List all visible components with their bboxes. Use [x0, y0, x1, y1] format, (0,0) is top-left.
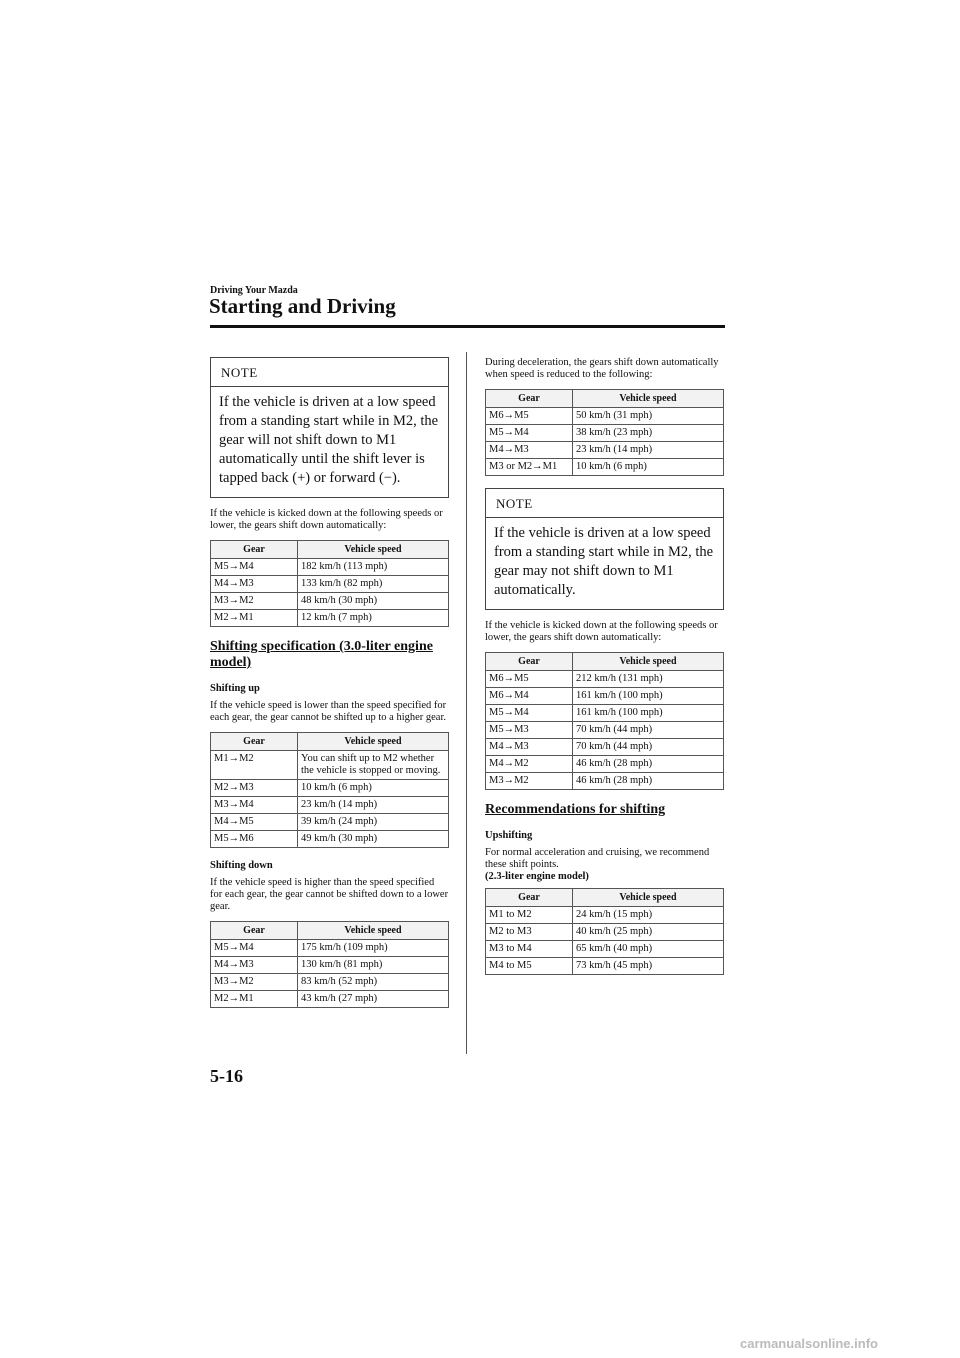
speed-cell: 49 km/h (30 mph)	[298, 831, 449, 848]
table-row	[211, 974, 449, 991]
left-column	[210, 357, 449, 1020]
header-gear: Gear	[486, 653, 573, 671]
gear-cell: M2→M1	[211, 991, 298, 1008]
shift-up-text: If the vehicle speed is lower than the speed specified for each gear, the gear cannot be shifted up to a higher gear.	[210, 700, 447, 723]
table-row	[211, 797, 449, 814]
gear-cell: M5→M4	[211, 559, 298, 576]
watermark: carmanualsonline.info	[740, 1336, 878, 1351]
table-header-row	[486, 653, 724, 671]
table-row	[486, 442, 724, 459]
table-header-row	[211, 541, 449, 559]
gear-cell: M1 to M2	[486, 907, 573, 924]
header-vehicle-speed: Vehicle speed	[298, 541, 449, 559]
speed-cell: 130 km/h (81 mph)	[298, 957, 449, 974]
gear-cell: M5→M4	[211, 940, 298, 957]
table-row	[211, 814, 449, 831]
speed-cell: 46 km/h (28 mph)	[573, 773, 724, 790]
table-row	[211, 559, 449, 576]
speed-cell: 175 km/h (109 mph)	[298, 940, 449, 957]
kickdown-table	[210, 540, 449, 627]
note-box	[210, 357, 449, 498]
speed-cell: 212 km/h (131 mph)	[573, 671, 724, 688]
header-vehicle-speed: Vehicle speed	[298, 922, 449, 940]
gear-cell: M4→M3	[211, 576, 298, 593]
speed-cell: 65 km/h (40 mph)	[573, 941, 724, 958]
gear-cell: M1→M2	[211, 751, 298, 780]
gear-cell: M2 to M3	[486, 924, 573, 941]
gear-cell: M4→M3	[486, 442, 573, 459]
engine-label: (2.3-liter engine model)	[485, 871, 589, 882]
kickdown-intro: If the vehicle is kicked down at the following speeds or lower, the gears shift down automatically:	[485, 620, 718, 643]
gear-cell: M6→M5	[486, 408, 573, 425]
page-title: Starting and Driving	[209, 294, 396, 318]
header-rule	[210, 325, 725, 328]
header-vehicle-speed: Vehicle speed	[298, 733, 449, 751]
table-row	[211, 780, 449, 797]
speed-cell: 70 km/h (44 mph)	[573, 722, 724, 739]
recommend-table	[485, 888, 724, 975]
header-gear: Gear	[486, 889, 573, 907]
note-label: NOTE	[486, 489, 723, 518]
table-header-row	[486, 889, 724, 907]
speed-cell: 48 km/h (30 mph)	[298, 593, 449, 610]
table-row	[486, 756, 724, 773]
gear-cell: M5→M4	[486, 705, 573, 722]
table-row	[211, 576, 449, 593]
gear-cell: M3 or M2→M1	[486, 459, 573, 476]
gear-cell: M3→M4	[211, 797, 298, 814]
gear-cell: M6→M5	[486, 671, 573, 688]
table-row	[486, 739, 724, 756]
table-row	[486, 671, 724, 688]
speed-cell: You can shift up to M2 whether the vehicle is stopped or moving.	[298, 751, 449, 780]
gear-cell: M4→M3	[211, 957, 298, 974]
note-label: NOTE	[211, 358, 448, 387]
speed-cell: 10 km/h (6 mph)	[298, 780, 449, 797]
kickdown-table	[485, 652, 724, 790]
speed-cell: 83 km/h (52 mph)	[298, 974, 449, 991]
gear-cell: M4→M2	[486, 756, 573, 773]
note-text: If the vehicle is driven at a low speed from a standing start while in M2, the gear will not shift down to M1 automatically until the shift lever is tapped back (+) or forward (−).	[219, 394, 439, 486]
header-vehicle-speed: Vehicle speed	[573, 390, 724, 408]
table-row	[211, 991, 449, 1008]
table-row	[486, 958, 724, 975]
upshift-title: Upshifting	[485, 830, 533, 841]
header-gear: Gear	[211, 922, 298, 940]
table-row	[486, 941, 724, 958]
deceleration-table	[485, 389, 724, 476]
table-row	[211, 610, 449, 627]
gear-cell: M3→M2	[486, 773, 573, 790]
table-row	[486, 688, 724, 705]
note-text: If the vehicle is driven at a low speed from a standing start while in M2, the gear may not shift down to M1 automatically.	[494, 525, 714, 598]
speed-cell: 133 km/h (82 mph)	[298, 576, 449, 593]
speed-cell: 182 km/h (113 mph)	[298, 559, 449, 576]
gear-cell: M5→M6	[211, 831, 298, 848]
gear-cell: M4→M5	[211, 814, 298, 831]
table-row	[211, 751, 449, 780]
speed-cell: 73 km/h (45 mph)	[573, 958, 724, 975]
table-row	[211, 940, 449, 957]
page-number: 5-16	[210, 1066, 243, 1086]
shift-up-title: Shifting up	[210, 683, 260, 694]
gear-cell: M4 to M5	[486, 958, 573, 975]
table-row	[211, 957, 449, 974]
speed-cell: 38 km/h (23 mph)	[573, 425, 724, 442]
chapter-label: Driving Your Mazda	[210, 285, 298, 296]
kickdown-intro: If the vehicle is kicked down at the following speeds or lower, the gears shift down automatically:	[210, 508, 443, 531]
shift-down-text: If the vehicle speed is higher than the speed specified for each gear, the gear cannot be shifted down to a lower gear.	[210, 877, 449, 912]
header-gear: Gear	[211, 541, 298, 559]
table-header-row	[486, 390, 724, 408]
table-row	[486, 722, 724, 739]
table-row	[211, 593, 449, 610]
gear-cell: M5→M4	[486, 425, 573, 442]
shift-up-table	[210, 732, 449, 848]
section-title-shifting-spec: Shifting specification (3.0-liter engine model)	[210, 639, 433, 670]
table-header-row	[211, 733, 449, 751]
speed-cell: 12 km/h (7 mph)	[298, 610, 449, 627]
table-row	[486, 459, 724, 476]
gear-cell: M6→M4	[486, 688, 573, 705]
column-divider	[466, 352, 467, 1054]
section-title-recommendations: Recommendations for shifting	[485, 802, 666, 817]
table-row	[486, 705, 724, 722]
speed-cell: 39 km/h (24 mph)	[298, 814, 449, 831]
table-row	[486, 907, 724, 924]
table-row	[486, 924, 724, 941]
table-header-row	[211, 922, 449, 940]
gear-cell: M2→M1	[211, 610, 298, 627]
header-gear: Gear	[486, 390, 573, 408]
speed-cell: 70 km/h (44 mph)	[573, 739, 724, 756]
deceleration-text: During deceleration, the gears shift down automatically when speed is reduced to the following:	[485, 357, 719, 380]
speed-cell: 24 km/h (15 mph)	[573, 907, 724, 924]
shift-down-title: Shifting down	[210, 860, 273, 871]
gear-cell: M4→M3	[486, 739, 573, 756]
gear-cell: M3 to M4	[486, 941, 573, 958]
table-row	[486, 773, 724, 790]
speed-cell: 161 km/h (100 mph)	[573, 688, 724, 705]
note-box	[485, 488, 724, 610]
table-row	[486, 408, 724, 425]
header-vehicle-speed: Vehicle speed	[573, 889, 724, 907]
speed-cell: 43 km/h (27 mph)	[298, 991, 449, 1008]
gear-cell: M5→M3	[486, 722, 573, 739]
speed-cell: 23 km/h (14 mph)	[573, 442, 724, 459]
shift-down-table	[210, 921, 449, 1008]
speed-cell: 46 km/h (28 mph)	[573, 756, 724, 773]
speed-cell: 40 km/h (25 mph)	[573, 924, 724, 941]
upshift-text: For normal acceleration and cruising, we recommend these shift points.	[485, 847, 710, 870]
header-gear: Gear	[211, 733, 298, 751]
gear-cell: M3→M2	[211, 974, 298, 991]
table-row	[211, 831, 449, 848]
speed-cell: 161 km/h (100 mph)	[573, 705, 724, 722]
header-vehicle-speed: Vehicle speed	[573, 653, 724, 671]
speed-cell: 10 km/h (6 mph)	[573, 459, 724, 476]
gear-cell: M2→M3	[211, 780, 298, 797]
gear-cell: M3→M2	[211, 593, 298, 610]
table-row	[486, 425, 724, 442]
speed-cell: 23 km/h (14 mph)	[298, 797, 449, 814]
speed-cell: 50 km/h (31 mph)	[573, 408, 724, 425]
right-column	[485, 357, 724, 987]
